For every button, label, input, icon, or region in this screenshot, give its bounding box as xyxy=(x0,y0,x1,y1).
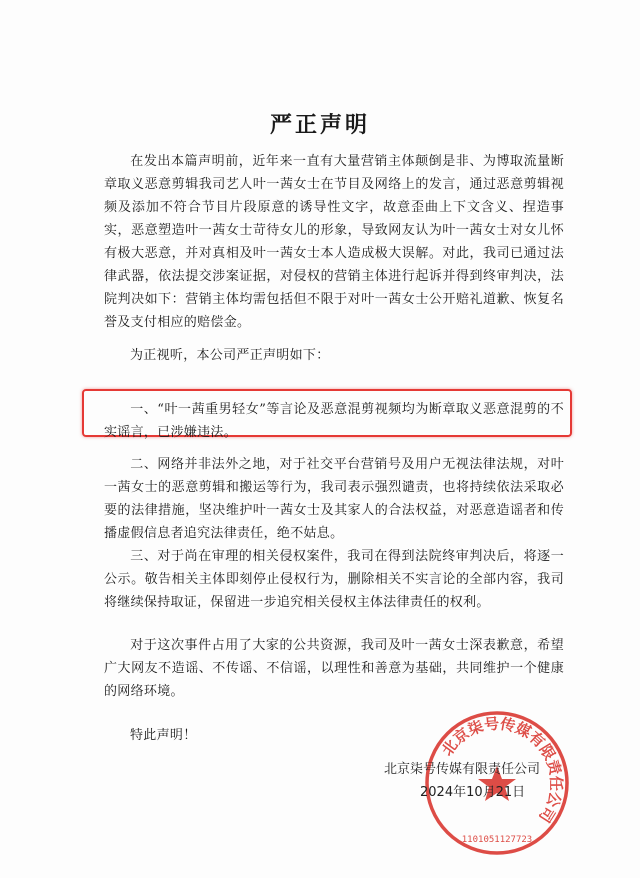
paragraph-apology-text: 对于这次事件占用了大家的公共资源，我司及叶一茜女士深表歉意，希望广大网友不造谣、不传谣、不信谣，以理性和善意为基础，共同维护一个健康的网络环境。 xyxy=(104,638,564,699)
signature-date: 2024年10月21日 xyxy=(420,785,526,800)
paragraph-declaration-lead-text: 为正视听，本公司严正声明如下： xyxy=(130,348,330,363)
paragraph-intro-text: 在发出本篇声明前，近年来一直有大量营销主体颠倒是非、为博取流量断章取义恶意剪辑我司艺人叶一茜女士在节目及网络上的发言，通过恶意剪辑视频及添加不符合节目片段原意的诱导性文字，故意歪曲上下文含义、捏造事实，恶意塑造叶一茜女士苛待女儿的形象，导致网友认为叶一茜女士对女儿怀有极大恶意，并对真相及叶一茜女士本人造成极大误解。对此，我司已通过法律武器，依法提交涉案证据，对侵权的营销主体进行起诉并得到终审判决，法院判决如下：营销主体均需包括但不限于对叶一茜女士公开赔礼道歉、恢复名誉及支付相应的赔偿金。 xyxy=(104,154,564,330)
paragraph-apology xyxy=(104,634,564,703)
paragraph-closing-text: 特此声明！ xyxy=(130,728,197,743)
paragraph-point-one xyxy=(104,398,564,444)
paragraph-point-two-text: 二、网络并非法外之地，对于社交平台营销号及用户无视法律法规，对叶一茜女士的恶意剪辑和搬运等行为，我司表示强烈谴责，也将持续依法采取必要的法律措施，坚决维护叶一茜女士及其家人的合法权益，对恶意造谣者和传播虚假信息者追究法律责任，绝不姑息。 xyxy=(104,457,564,541)
seal-code: 1101051127723 xyxy=(461,835,533,845)
signature-company: 北京柒号传媒有限责任公司 xyxy=(384,762,541,777)
paragraph-point-three-text: 三、对于尚在审理的相关侵权案件，我司在得到法院终审判决后，将逐一公示。敬告相关主体即刻停止侵权行为，删除相关不实言论的全部内容，我司将继续保持取证，保留进一步追究相关侵权主体法律责任的权利。 xyxy=(104,549,564,610)
paragraph-point-three xyxy=(104,545,564,614)
paragraph-declaration-lead xyxy=(104,344,564,367)
paragraph-point-two xyxy=(104,453,564,545)
paragraph-intro xyxy=(104,150,564,334)
document-title: 严正声明 xyxy=(269,112,370,138)
paragraph-point-one-text: 一、“叶一茜重男轻女”等言论及恶意混剪视频均为断章取义恶意混剪的不实谣言，已涉嫌违法。 xyxy=(104,402,564,440)
seal-arc-path-text: 北京柒号传媒有限责任公司 xyxy=(438,714,566,826)
